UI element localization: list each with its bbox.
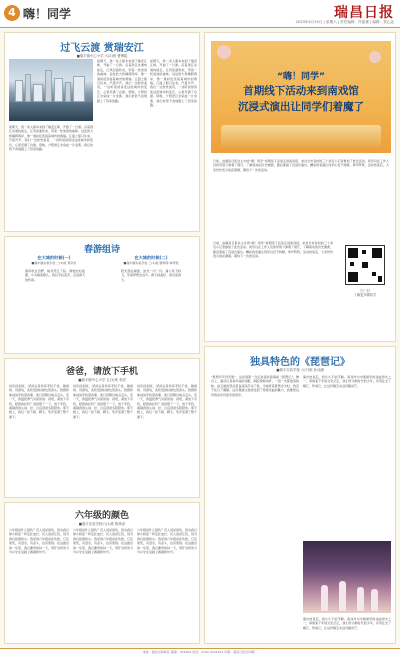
article-body-col3: 演出结束后，我久久不能平静。南戏作为中国最早的戏曲形式之一，承载着千年的文化记忆，我们作为新时代的少年，有责任去了解它、传承它，让这份瑰宝永远闪耀光芒。 bbox=[303, 617, 391, 630]
article-body-col2: 日前，由瑞昌日报社主办的“嗨！同学”首期线下活动走进南戏馆，来自全市各校的三十余名小记者参加了此次活动。同学们在工作人员的带领下参观了展厅，了解南戏的历史渊源，随后观看了沉浸式演出。精彩的表演让同学们目不转睛，掌声阵阵。活动结束后，大家纷纷表示收获满满，期待下一次的活动。 bbox=[213, 241, 333, 259]
article-body: 六年级是什么颜色？有人说是绿色，因为我们像小树苗一样茁壮成长；有人说是红色，因为我们热情似火；我觉得六年级是彩色的，它有欢笑，有泪水，有奋斗，也有离别。在这最后的一年里，我们要珍惜每一天，用汗水和努力为小学生活画上圆满的句号。 bbox=[9, 528, 69, 555]
poster-headline-1: “嗨！同学” bbox=[277, 72, 325, 82]
poem-left bbox=[9, 255, 99, 351]
poem-title: 在大城的时候(一) bbox=[37, 255, 71, 260]
article-harbor bbox=[4, 32, 200, 232]
poem-right bbox=[105, 255, 197, 351]
harbor-photo bbox=[9, 59, 93, 121]
poem-body: 阳光洒在湖面，波光一闪一闪。蒲公英飞呀飞，带着梦想去远方。春天真美好，我们爱春天。 bbox=[121, 269, 181, 282]
poster-headline-2: 首期线下活动来到南戏馆 bbox=[243, 85, 359, 97]
poster-headline-3: 沉浸式演出让同学们着魔了 bbox=[238, 101, 364, 113]
article-byline: ■瑞丰镇中心小学 五(1)班 李清 bbox=[78, 378, 126, 382]
page-header bbox=[0, 0, 400, 28]
article-byline: ■瑞丰实验学校六(1)班 陈炜泽 bbox=[78, 522, 126, 526]
qr-code-icon[interactable] bbox=[345, 245, 385, 285]
event-poster bbox=[211, 41, 391, 153]
page-number-badge: 4 bbox=[4, 5, 20, 21]
poem-byline: ■瑞丰镇实验学校 三(1)班 滕梓萌 林琴瑶 bbox=[123, 261, 179, 265]
article-body: 星期天，我一家人驱车来到了瑞安江畔，开始了一日游。沿着滨江步道向前走，江风迎面吹来，带着一丝淡淡的咸味。远处的大桥横跨两岸，像一道彩虹连接着城市的两端。江面上船只往来，汽笛声声，我们一边欣赏美景，一边听爸爸讲述这座城市的变迁，心里充满了自豪。傍晚，夕阳把江水染成一片金黄，我们依依不舍地踏上了回家的路。 bbox=[9, 125, 93, 152]
article-body-col3: 星期天，我一家人驱车来到了瑞安江畔，开始了一日游。沿着滨江步道向前走，江风迎面吹来，带着一丝淡淡的咸味。远处的大桥横跨两岸，像一道彩虹连接着城市的两端。江面上船只往来，汽笛声声，我们一边欣赏美景，一边听爸爸讲述这座城市的变迁，心里充满了自豪。傍晚，夕阳把江水染成一片金黄，我们依依不舍地踏上了回家的路。 bbox=[150, 59, 197, 108]
article-phone bbox=[4, 358, 200, 498]
article-grade-six bbox=[4, 502, 200, 644]
newspaper-logo: 瑞昌日报 bbox=[334, 5, 394, 21]
article-body-col2: 演出结束后，我久久不能平静。南戏作为中国最早的戏曲形式之一，承载着千年的文化记忆，我们作为新时代的少年，有责任去了解它、传承它，让这份瑰宝永远闪耀光芒。 bbox=[303, 375, 391, 388]
article-title: 过飞云渡 赏瑞安江 bbox=[60, 43, 144, 54]
article-event bbox=[204, 32, 396, 342]
dateline: 2023年4月15日 | 星期六 | 责任编辑：肖振雄 | 编辑：蔡心远 bbox=[295, 20, 394, 24]
article-title: 春游组诗 bbox=[83, 245, 120, 255]
page-footer: 地址：瑞昌市新城区 邮编：332200 电话：0792-4222222 印刷：瑞昌日报社印刷厂 bbox=[0, 648, 400, 656]
poem-body: 春风吹过田野，桃花笑红了脸。柳枝轻轻摇摆，小鸟唱着歌儿。我们手拉着手，走进春天的怀抱。 bbox=[25, 269, 85, 282]
article-body: 每次回到家，爸爸总是拿着手机不放，刷视频、玩游戏，连吃饭的时候也低着头。我想和他说说学校里的事，他只是敷衍地点点头。有一天，我鼓起勇气对爸爸说：爸爸，请放下手机，陪陪我好吗？爸爸愣了一下，放下手机，摸摸我的头说：好，以后爸爸多陪陪你。那天晚上，我们一起下棋、聊天，笑声充满了整个屋子。 bbox=[9, 384, 69, 419]
article-title: 独具特色的《琵琶记》 bbox=[250, 357, 350, 368]
article-body-col2: 六年级是什么颜色？有人说是绿色，因为我们像小树苗一样茁壮成长；有人说是红色，因为我们热情似火；我觉得六年级是彩色的，它有欢笑，有泪水，有奋斗，也有离别。在这最后的一年里，我们要珍惜每一天，用汗水和努力为小学生活画上圆满的句号。 bbox=[73, 528, 133, 555]
article-poems bbox=[4, 236, 200, 354]
article-body: 日前，由瑞昌日报社主办的“嗨！同学”首期线下活动走进南戏馆，来自全市各校的三十余名小记者参加了此次活动。同学们在工作人员的带领下参观了展厅，了解南戏的历史渊源，随后观看了沉浸式演出。精彩的表演让同学们目不转睛，掌声阵阵。活动结束后，大家纷纷表示收获满满，期待下一次的活动。 bbox=[213, 159, 389, 172]
article-pipa bbox=[204, 346, 396, 644]
article-body-col2: 星期天，我一家人驱车来到了瑞安江畔，开始了一日游。沿着滨江步道向前走，江风迎面吹来，带着一丝淡淡的咸味。远处的大桥横跨两岸，像一道彩虹连接着城市的两端。江面上船只往来，汽笛声声，我们一边欣赏美景，一边听爸爸讲述这座城市的变迁，心里充满了自豪。傍晚，夕阳把江水染成一片金黄，我们依依不舍地踏上了回家的路。 bbox=[97, 59, 147, 103]
article-body-col3: 六年级是什么颜色？有人说是绿色，因为我们像小树苗一样茁壮成长；有人说是红色，因为我们热情似火；我觉得六年级是彩色的，它有欢笑，有泪水，有奋斗，也有离别。在这最后的一年里，我们要珍惜每一天，用汗水和努力为小学生活画上圆满的句号。 bbox=[137, 528, 197, 555]
section-title: 嗨！同学 bbox=[23, 7, 72, 21]
poster-stage-graphic bbox=[221, 125, 381, 147]
article-title: 爸爸，请放下手机 bbox=[65, 367, 138, 377]
article-body-col3: 每次回到家，爸爸总是拿着手机不放，刷视频、玩游戏，连吃饭的时候也低着头。我想和他说说学校里的事，他只是敷衍地点点头。有一天，我鼓起勇气对爸爸说：爸爸，请放下手机，陪陪我好吗？爸爸愣了一下，放下手机，摸摸我的头说：好，以后爸爸多陪陪你。那天晚上，我们一起下棋、聊天，笑声充满了整个屋子。 bbox=[137, 384, 197, 419]
article-body: “琵琶声声诉衷肠”，这是我第一次走进南戏馆观看《琵琶记》。舞台上，演员们身着华丽的戏服，唱腔婉转动听，一招一式都透着韵味。赵五娘的坚贞善良深深打动了我，当她背着琵琶寻夫时，我忍不住红了眼眶。这次观演让我感受到了传统戏曲的魅力，我要把这份感动告诉更多的同学。 bbox=[211, 375, 299, 397]
article-byline: ■瑞丰镇中心小学 六(2)班 曹博铭 bbox=[76, 54, 128, 58]
poem-title: 在大城的时候(二) bbox=[134, 255, 168, 260]
qr-caption: 扫一扫 了解更多嗨同学 bbox=[353, 289, 377, 298]
poem-byline: ■瑞丰镇实验学校 二(3)班 周玖轩 bbox=[31, 261, 77, 265]
stage-performance-photo bbox=[303, 541, 391, 613]
article-byline: ■瑞丰实验学校 六(7)班 孙诗涵 bbox=[276, 368, 324, 372]
article-title: 六年级的颜色 bbox=[74, 511, 129, 521]
article-body-col2: 每次回到家，爸爸总是拿着手机不放，刷视频、玩游戏，连吃饭的时候也低着头。我想和他说说学校里的事，他只是敷衍地点点头。有一天，我鼓起勇气对爸爸说：爸爸，请放下手机，陪陪我好吗？爸爸愣了一下，放下手机，摸摸我的头说：好，以后爸爸多陪陪你。那天晚上，我们一起下棋、聊天，笑声充满了整个屋子。 bbox=[73, 384, 133, 419]
